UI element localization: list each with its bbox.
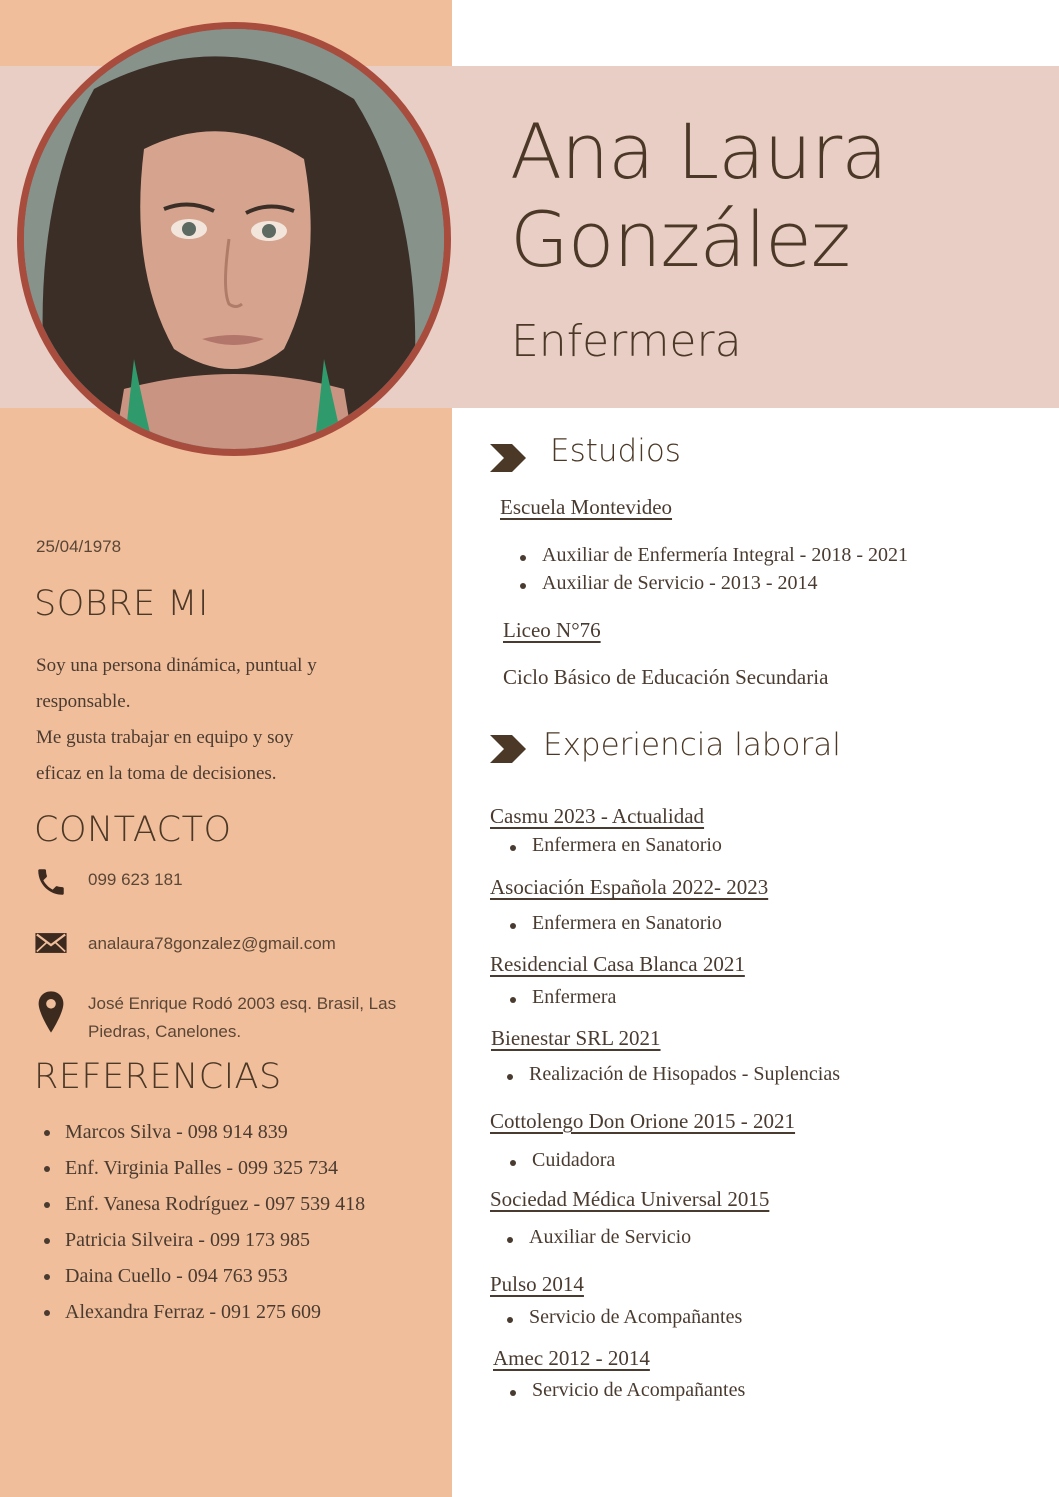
contact-heading: CONTACTO — [34, 810, 232, 850]
list-item: Auxiliar de Servicio - 2013 - 2014 — [520, 572, 818, 595]
list-item: Daina Cuello - 094 763 953 — [40, 1260, 365, 1296]
job-task: Enfermera en Sanatorio — [510, 912, 722, 935]
job-task: Auxiliar de Servicio — [507, 1226, 691, 1249]
email-link[interactable]: analaura78gonzalez@gmail.com — [88, 934, 336, 953]
list-item: Patricia Silveira - 099 173 985 — [40, 1224, 365, 1260]
job-place: Asociación Española 2022- 2023 — [490, 875, 769, 899]
job-task: Cuidadora — [510, 1149, 615, 1172]
address-line: José Enrique Rodó 2003 esq. Brasil, Las — [88, 994, 397, 1013]
name-line-2: González — [510, 195, 850, 284]
school-name: Escuela Montevideo — [500, 495, 673, 519]
about-line: Soy una persona dinámica, puntual y — [36, 655, 317, 676]
address-line: Piedras, Canelones. — [88, 1022, 242, 1041]
list-item: Auxiliar de Enfermería Integral - 2018 - 2021 — [520, 544, 908, 567]
phone-number[interactable]: 099 623 181 — [88, 870, 183, 889]
about-heading: SOBRE MI — [34, 584, 209, 624]
chevron-arrow-icon — [490, 735, 528, 763]
job-task: Realización de Hisopados - Suplencias — [507, 1063, 840, 1086]
job-place: Sociedad Médica Universal 2015 — [490, 1187, 770, 1211]
job-place: Amec 2012 - 2014 — [493, 1346, 650, 1370]
job-place: Cottolengo Don Orione 2015 - 2021 — [490, 1109, 796, 1133]
job-task: Enfermera en Sanatorio — [510, 834, 722, 857]
job-place: Residencial Casa Blanca 2021 — [490, 952, 745, 976]
list-item: Marcos Silva - 098 914 839 — [40, 1116, 365, 1152]
work-heading: Experiencia laboral — [543, 727, 841, 763]
job-place: Casmu 2023 - Actualidad — [490, 804, 705, 828]
job-task: Servicio de Acompañantes — [510, 1379, 745, 1402]
candidate-name — [510, 108, 887, 284]
about-line: eficaz en la toma de decisiones. — [36, 763, 277, 784]
studies-heading: Estudios — [550, 433, 681, 469]
location-pin-icon — [34, 990, 68, 1034]
list-item: Enf. Virginia Palles - 099 325 734 — [40, 1152, 365, 1188]
phone-icon — [34, 865, 68, 899]
references-list — [40, 1116, 365, 1332]
about-text — [36, 648, 426, 792]
school-detail: Ciclo Básico de Educación Secundaria — [503, 665, 829, 689]
mail-icon — [34, 926, 68, 960]
about-line: Me gusta trabajar en equipo y soy — [36, 727, 294, 748]
date-of-birth: 25/04/1978 — [36, 537, 122, 556]
job-task: Enfermera — [510, 986, 616, 1009]
job-title: Enfermera — [511, 316, 742, 367]
chevron-arrow-icon — [490, 444, 528, 472]
address — [88, 990, 396, 1046]
job-place: Bienestar SRL 2021 — [491, 1026, 661, 1050]
references-heading: REFERENCIAS — [34, 1057, 282, 1097]
about-line: responsable. — [36, 691, 131, 712]
list-item: Enf. Vanesa Rodríguez - 097 539 418 — [40, 1188, 365, 1224]
list-item: Alexandra Ferraz - 091 275 609 — [40, 1296, 365, 1332]
name-line-1: Ana Laura — [510, 107, 887, 196]
job-place: Pulso 2014 — [490, 1272, 584, 1296]
profile-photo — [17, 22, 451, 456]
job-task: Servicio de Acompañantes — [507, 1306, 742, 1329]
school-name: Liceo N°76 — [503, 618, 601, 642]
